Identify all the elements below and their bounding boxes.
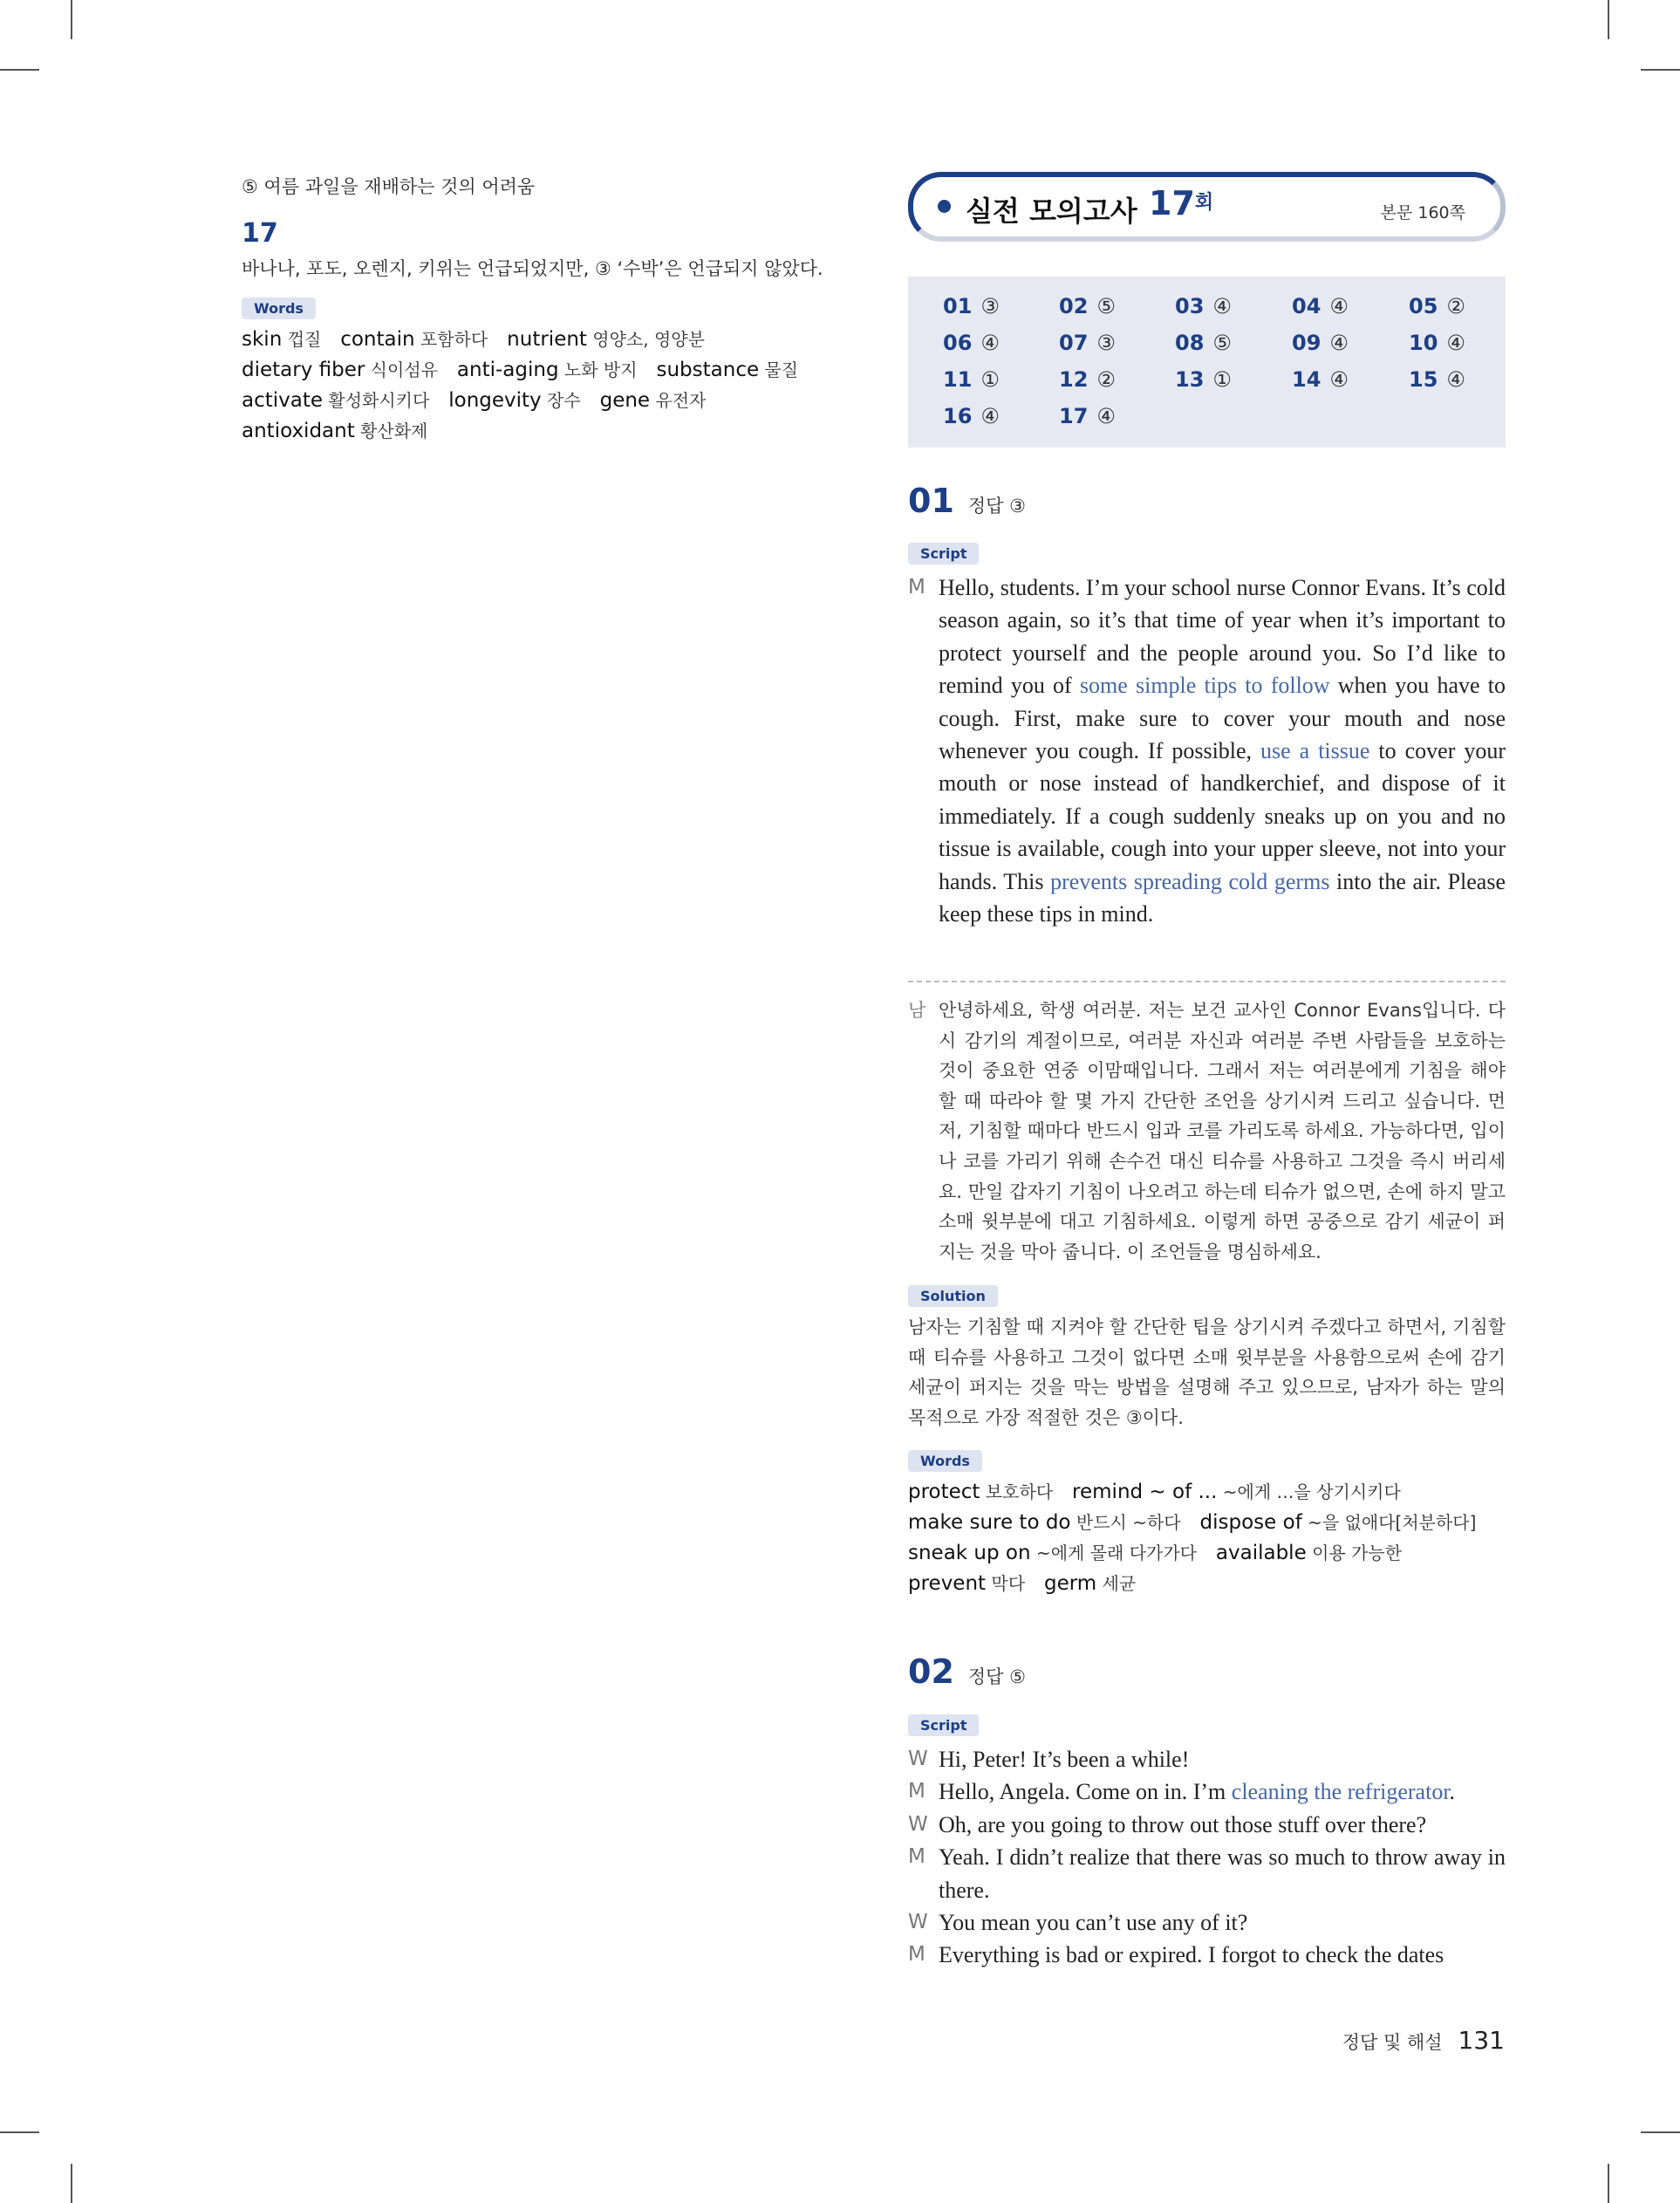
answer-item [1175, 367, 1232, 392]
q01-translation [908, 995, 1506, 1267]
answer-item [1059, 404, 1116, 428]
answer-number: 12 [1059, 367, 1089, 392]
dialogue-line [908, 1841, 1506, 1906]
answer-choice: ④ [1446, 331, 1465, 355]
answer-item [1175, 331, 1232, 355]
page-footer [1342, 2026, 1505, 2055]
answer-choice: ④ [980, 331, 1000, 355]
word-term: antioxidant [242, 420, 355, 442]
answer-choice: ④ [980, 404, 1000, 428]
script-text: Everything is bad or expired. I forgot to check the dates [939, 1942, 1444, 1968]
question-01-number: 01 [908, 482, 954, 520]
answer-choice: ④ [1096, 404, 1116, 428]
word-term: available [1215, 1542, 1307, 1564]
word-meaning: 유전자 [650, 390, 707, 411]
words-row [242, 386, 798, 416]
word-meaning: 막다 [986, 1573, 1026, 1594]
answer-item [1409, 367, 1465, 392]
answer-choice: ⑤ [1212, 331, 1232, 355]
word-term: skin [242, 328, 283, 351]
q01-script-text [939, 575, 1506, 927]
speaker-label: W [908, 1911, 928, 1934]
test-title: 실전 모의고사 [966, 195, 1137, 228]
words-row [908, 1508, 1476, 1538]
answer-number: 15 [1409, 367, 1438, 392]
word-term: dietary fiber [242, 359, 365, 381]
q02-script [908, 1743, 1506, 1972]
answer-item [1059, 331, 1116, 355]
answer-number: 13 [1175, 367, 1205, 392]
translation-text: 안녕하세요, 학생 여러분. 저는 보건 교사인 Connor Evans입니다. 다시 감기의 계절이므로, 여러분 자신과 여러분 주변 사람들을 보호하는 것이 중요한 연중 이맘때입니다. 그래서 저는 여러분에게 기침을 해야 할 때 따라야 할 몇 가지 간단한 조언을 상기시켜 드리고 싶습니다. 먼저, 기침할 때마다 반드시 입과 코를 가리도록 하세요. 가능하다면, 입이나 코를 가리기 위해 손수건 대신 티슈를 사용하고 그것을 즉시 버리세요. 만일 갑자기 기침이 나오려고 하는데 티슈가 없으면, 손에 하지 말고 소매 윗부분에 대고 기침하세요. 이렇게 하면 공중으로 감기 세균이 퍼지는 것을 막아 줍니다. 이 조언들을 명심하세요. [939, 1000, 1506, 1262]
answer-number: 06 [943, 331, 973, 355]
crop-mark [71, 2164, 72, 2203]
question-01-answer: 정답 ③ [967, 496, 1026, 517]
answer-number: 05 [1409, 294, 1438, 318]
crop-mark [71, 0, 72, 39]
word-meaning: ~을 없애다[처분하다] [1301, 1512, 1477, 1533]
word-meaning: 영양소, 영양분 [586, 329, 705, 350]
word-term: nutrient [507, 328, 587, 351]
crop-mark [1641, 2131, 1680, 2133]
q01-script [908, 571, 1506, 930]
word-term: make sure to do [908, 1511, 1071, 1534]
question-17-explanation: 바나나, 포도, 오렌지, 키위는 언급되었지만, ③ ‘수박’은 언급되지 않았다. [242, 258, 823, 279]
question-02-heading [908, 1652, 1026, 1691]
word-term: sneak up on [908, 1542, 1031, 1564]
script-text: . [1449, 1779, 1456, 1805]
answer-choice: ④ [1329, 331, 1349, 355]
script-text: Oh, are you going to throw out those stuff over there? [939, 1811, 1427, 1837]
test-number-value: 17 [1149, 184, 1195, 222]
word-term: remind ~ of ... [1072, 1481, 1218, 1503]
script-text: into the air. Please keep these tips in mind. [939, 868, 1506, 927]
words-row [242, 416, 798, 447]
answer-item [943, 331, 1000, 355]
q01-solution: 남자는 기침할 때 지켜야 할 간단한 팁을 상기시켜 주겠다고 하면서, 기침할 때 티슈를 사용하고 그것이 없다면 소매 윗부분을 사용함으로써 손에 감기 세균이 퍼지는 것을 막는 방법을 설명해 주고 있으므로, 남자가 하는 말의 목적으로 가장 적절한 것은 ③이다. [908, 1317, 1506, 1428]
key-phrase: use a tissue [1260, 738, 1370, 764]
answer-key-box [908, 277, 1506, 448]
section-divider [908, 981, 1506, 982]
page-reference: 본문 160쪽 [1380, 203, 1465, 222]
word-term: dispose of [1199, 1511, 1302, 1534]
answer-item [1292, 331, 1349, 355]
answer-choice: ④ [1329, 294, 1349, 318]
script-text: Hello, Angela. Come on in. I’m [939, 1779, 1232, 1805]
answer-number: 16 [943, 404, 973, 428]
option-5-text: ⑤ 여름 과일을 재배하는 것의 어려움 [242, 176, 536, 197]
test-number-suffix: 회 [1194, 192, 1214, 214]
dialogue-line [908, 1775, 1506, 1808]
dialogue-line [908, 1809, 1506, 1841]
speaker-label: M [908, 1845, 925, 1869]
key-phrase: some simple tips to follow [1079, 673, 1330, 699]
test-number [1149, 184, 1213, 222]
answer-number: 01 [943, 294, 973, 318]
word-term: substance [656, 359, 760, 381]
answer-item [1292, 294, 1349, 318]
word-meaning: 황산화제 [354, 421, 428, 441]
answer-number: 08 [1175, 331, 1205, 355]
answer-number: 04 [1292, 294, 1321, 318]
answer-number: 03 [1175, 294, 1205, 318]
script-text: Hello, students. I’m your school nurse Connor Evans. It’s cold season again, so it’s that time of year when it’s important to protect yourself and the people around you. So I’d like to remind you of [939, 575, 1506, 699]
test-header-box [908, 172, 1506, 242]
word-meaning: 보호하다 [980, 1481, 1054, 1502]
solution-label: Solution [908, 1285, 998, 1307]
word-term: activate [242, 389, 324, 412]
word-meaning: 이용 가능한 [1306, 1543, 1403, 1563]
word-meaning: 식이섬유 [365, 359, 438, 380]
answer-choice: ③ [1096, 331, 1116, 355]
words-row [908, 1538, 1476, 1569]
speaker-label: M [908, 1943, 925, 1967]
crop-mark [1608, 0, 1609, 39]
words-row [908, 1477, 1476, 1508]
left-words-list [242, 325, 798, 447]
answer-choice: ① [980, 367, 1000, 392]
words-row [242, 325, 798, 355]
word-meaning: 노화 방지 [558, 359, 638, 380]
answer-item [1175, 294, 1232, 318]
words-row [242, 355, 798, 386]
answer-item [943, 367, 1000, 392]
answer-choice: ④ [1446, 367, 1465, 392]
word-term: germ [1044, 1572, 1097, 1595]
word-term: protect [908, 1481, 980, 1503]
q02-script-label: Script [908, 1714, 979, 1736]
word-meaning: 장수 [541, 390, 581, 411]
answer-number: 09 [1292, 331, 1321, 355]
answer-choice: ④ [1212, 294, 1232, 318]
answer-number: 10 [1409, 331, 1438, 355]
answer-number: 07 [1059, 331, 1089, 355]
speaker-label: W [908, 1812, 928, 1836]
answer-choice: ⑤ [1096, 294, 1116, 318]
question-01-heading [908, 482, 1026, 520]
answer-choice: ② [1096, 367, 1116, 392]
speaker-label: W [908, 1748, 928, 1770]
answer-item [1059, 367, 1116, 392]
word-meaning: ~에게 몰래 다가가다 [1030, 1543, 1197, 1563]
word-meaning: 반드시 ~하다 [1070, 1512, 1181, 1533]
answer-number: 02 [1059, 294, 1089, 318]
question-17-number: 17 [242, 218, 278, 249]
q01-words-label: Words [908, 1450, 982, 1472]
word-meaning: 껍질 [282, 329, 322, 350]
words-row [908, 1569, 1476, 1599]
crop-mark [0, 2131, 39, 2133]
bullet-icon [938, 200, 951, 213]
answer-item [943, 404, 1000, 428]
speaker-label: M [908, 576, 925, 599]
answer-item [1409, 294, 1465, 318]
translation-speaker: 남 [908, 1000, 926, 1021]
words-label: Words [242, 298, 316, 319]
word-term: anti-aging [456, 359, 559, 381]
answer-number: 11 [943, 367, 973, 392]
footer-label: 정답 및 해설 [1342, 2032, 1443, 2053]
key-phrase: cleaning the refrigerator [1231, 1779, 1450, 1805]
q01-words-list [908, 1477, 1476, 1599]
answer-choice: ③ [980, 294, 1000, 318]
key-phrase: prevents spreading cold germs [1050, 868, 1330, 894]
word-meaning: 포함하다 [414, 329, 488, 350]
answer-item [1409, 331, 1465, 355]
crop-mark [0, 69, 39, 71]
word-meaning: 세균 [1096, 1573, 1137, 1594]
answer-item [943, 294, 1000, 318]
answer-item [1292, 367, 1349, 392]
word-meaning: ~에게 …을 상기시키다 [1217, 1481, 1401, 1502]
answer-choice: ① [1212, 367, 1232, 392]
word-term: gene [599, 389, 651, 412]
question-02-number: 02 [908, 1652, 954, 1691]
word-term: prevent [908, 1572, 987, 1595]
crop-mark [1641, 69, 1680, 71]
script-text: You mean you can’t use any of it? [939, 1910, 1248, 1936]
crop-mark [1608, 2164, 1609, 2203]
question-02-answer: 정답 ⑤ [967, 1666, 1026, 1687]
page-number: 131 [1458, 2026, 1505, 2055]
answer-item [1059, 294, 1116, 318]
word-term: longevity [448, 389, 542, 412]
answer-choice: ② [1446, 294, 1465, 318]
dialogue-line [908, 1906, 1506, 1939]
word-meaning: 활성화시키다 [323, 390, 430, 411]
speaker-label: M [908, 1780, 925, 1803]
answer-choice: ④ [1329, 367, 1349, 392]
dialogue-line [908, 1939, 1506, 1971]
script-text: to cover your mouth or nose instead of handkerchief, and dispose of it immediately. If a cough suddenly sneaks up on you and no tissue is available, cough into your upper sleeve, not into your hands. This [939, 738, 1506, 894]
answer-number: 14 [1292, 367, 1321, 392]
script-text: Hi, Peter! It’s been a while! [939, 1747, 1190, 1772]
word-term: contain [340, 328, 415, 351]
script-text: when you have to cough. First, make sure to cover your mouth and nose whenever you cough. If possible, [939, 673, 1506, 764]
script-label: Script [908, 543, 979, 564]
script-text: Yeah. I didn’t realize that there was so much to throw away in there. [939, 1844, 1506, 1903]
answer-number: 17 [1059, 404, 1089, 428]
word-meaning: 물질 [759, 359, 799, 380]
dialogue-line [908, 1743, 1506, 1775]
